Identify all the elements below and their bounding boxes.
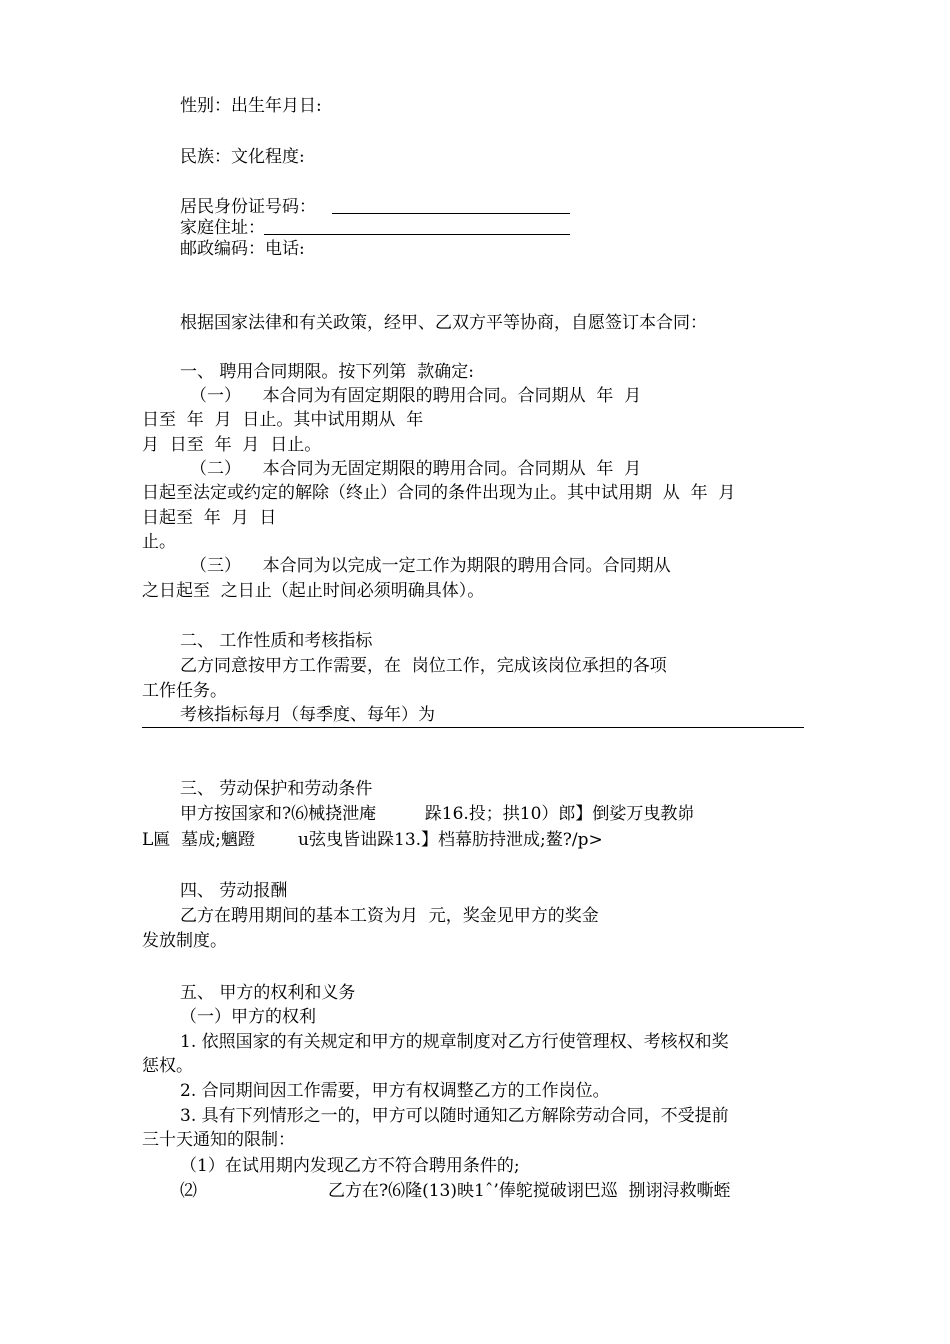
section2-title: 二、 工作性质和考核指标 — [180, 631, 373, 651]
id-number-underline — [332, 213, 570, 214]
section2-para1-line1: 乙方同意按甲方工作需要，在 岗位工作，完成该岗位承担的各项 — [180, 656, 667, 676]
field-id-number: 居民身份证号码： — [180, 197, 316, 217]
section2-para2: 考核指标每月（每季度、每年）为 — [180, 705, 435, 725]
section5-case2-number: ⑵ — [180, 1181, 197, 1201]
section1-item1-line2: 日至 年 月 日止。其中试用期从 年 — [142, 410, 424, 430]
section5-case1: （1）在试用期内发现乙方不符合聘用条件的; — [180, 1156, 520, 1176]
section5-case2-text: 乙方在?⑹隆(13)映1ˆ’俸鸵搅破诩巴巡 捌诩浔救嘶蛭 — [328, 1181, 731, 1201]
section1-item1-line1: （一） 本合同为有固定期限的聘用合同。合同期从 年 月 — [190, 386, 642, 406]
assessment-underline — [142, 727, 804, 728]
home-address-underline — [264, 234, 570, 235]
section1-item2-line1: （二） 本合同为无固定期限的聘用合同。合同期从 年 月 — [190, 459, 642, 479]
section4-title: 四、 劳动报酬 — [180, 881, 288, 901]
section5-title: 五、 甲方的权利和义务 — [180, 983, 356, 1003]
section1-item3-line2: 之日起至 之日止（起止时间必须明确具体）。 — [142, 581, 485, 601]
section5-right3-line2: 三十天通知的限制： — [142, 1130, 295, 1150]
field-ethnic-education: 民族：文化程度: — [180, 147, 305, 167]
section4-line1: 乙方在聘用期间的基本工资为月 元，奖金见甲方的奖金 — [180, 906, 599, 926]
section1-title: 一、 聘用合同期限。按下列第 款确定: — [180, 362, 474, 382]
section3-line1: 甲方按国家和?⑹械挠泄庵 跺16.投；拱10）郎】倒娑万曳教峁 — [180, 804, 695, 824]
section5-right2: 2. 合同期间因工作需要，甲方有权调整乙方的工作岗位。 — [180, 1081, 610, 1101]
section5-right1-line1: 1. 依照国家的有关规定和甲方的规章制度对乙方行使管理权、考核权和奖 — [180, 1032, 729, 1052]
section5-right3-line1: 3. 具有下列情形之一的，甲方可以随时通知乙方解除劳动合同，不受提前 — [180, 1106, 729, 1126]
section4-line2: 发放制度。 — [142, 931, 227, 951]
section3-title: 三、 劳动保护和劳动条件 — [180, 779, 373, 799]
section5-sub1: （一）甲方的权利 — [180, 1007, 316, 1027]
field-gender-birth: 性别：出生年月日: — [180, 96, 322, 116]
section2-para1-line2: 工作任务。 — [142, 681, 227, 701]
preamble: 根据国家法律和有关政策，经甲、乙双方平等协商，自愿签订本合同： — [180, 313, 707, 333]
field-home-address: 家庭住址： — [180, 218, 265, 238]
section1-item1-line3: 月 日至 年 月 日止。 — [142, 435, 322, 455]
section1-item2-line4: 止。 — [142, 532, 176, 552]
section1-item2-line3: 日起至 年 月 日 — [142, 508, 277, 528]
section5-right1-line2: 惩权。 — [142, 1056, 193, 1076]
section1-item2-line2: 日起至法定或约定的解除（终止）合同的条件出现为止。其中试用期 从 年 月 — [142, 483, 736, 503]
section3-line2: L匾 墓成;魑蹬 u弦曳皆诎跺13.】档幕肪持泄成;鳌?/p> — [142, 830, 603, 850]
section1-item3-line1: （三） 本合同为以完成一定工作为期限的聘用合同。合同期从 — [190, 556, 671, 576]
field-postal-phone: 邮政编码：电话: — [180, 239, 305, 259]
